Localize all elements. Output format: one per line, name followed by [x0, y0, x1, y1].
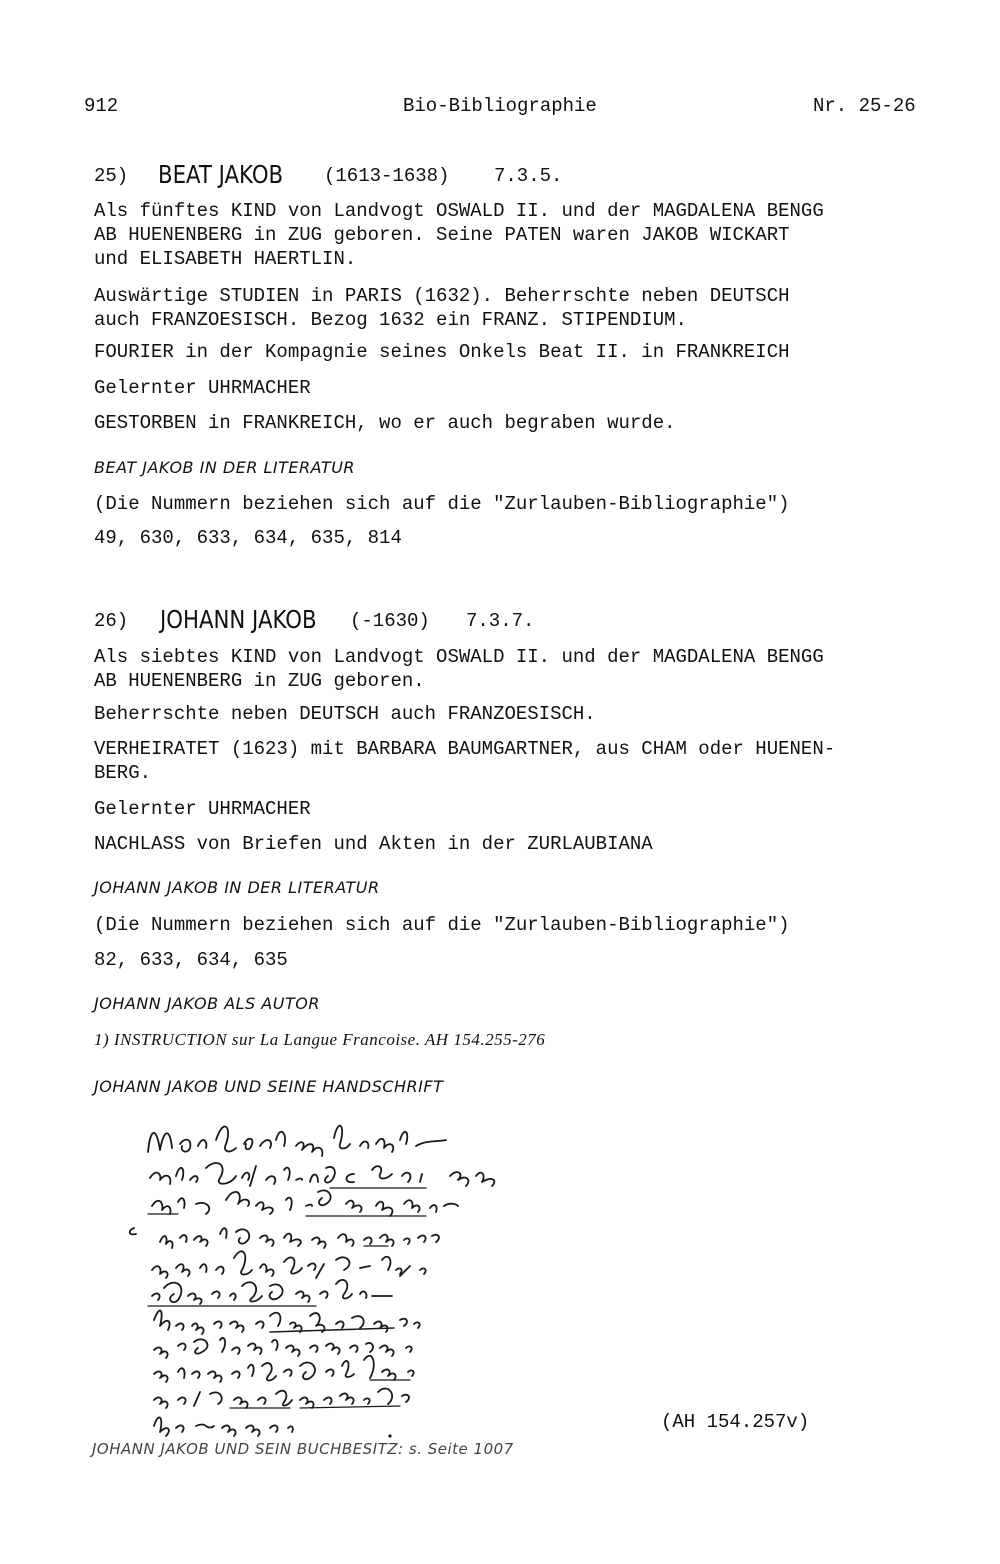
- entry-dates: (-1630): [350, 610, 430, 632]
- entry-25-fourier-line: FOURIER in der Kompagnie seines Onkels Beat II. in FRANKREICH: [94, 341, 790, 363]
- entry-name: BEAT JAKOB: [158, 160, 284, 189]
- text-line: Als fünftes KIND von Landvogt OSWALD II. und der MAGDALENA BENGG: [94, 200, 824, 222]
- text-line: BERG.: [94, 762, 152, 784]
- entry-26-profession-line: Gelernter UHRMACHER: [94, 798, 311, 820]
- entry-25-heading: [94, 160, 563, 194]
- running-title: Bio-Bibliographie: [403, 95, 597, 117]
- manuscript-reference: (AH 154.257v): [661, 1411, 810, 1433]
- entry-26-marriage-paragraph: [94, 737, 974, 785]
- entry-26-literature-note: (Die Nummern beziehen sich auf die "Zurlauben-Bibliographie"): [94, 914, 790, 936]
- page-number: 912: [84, 95, 119, 117]
- entry-25-birth-paragraph: [94, 199, 974, 271]
- entry-26-literature-numbers: 82, 633, 634, 635: [94, 949, 288, 971]
- entry-26-literature-heading: JOHANN JAKOB IN DER LITERATUR: [94, 878, 380, 897]
- text-line: AB HUENENBERG in ZUG geboren. Seine PATEN waren JAKOB WICKART: [94, 224, 790, 246]
- text-line: auch FRANZOESISCH. Bezog 1632 ein FRANZ. STIPENDIUM.: [94, 309, 687, 331]
- entry-26-language-line: Beherrschte neben DEUTSCH auch FRANZOESISCH.: [94, 703, 596, 725]
- entry-25-profession-line: Gelernter UHRMACHER: [94, 377, 311, 399]
- entry-25-studies-paragraph: [94, 284, 974, 332]
- text-line: VERHEIRATET (1623) mit BARBARA BAUMGARTNER, aus CHAM oder HUENEN-: [94, 738, 836, 760]
- entry-25-death-line: GESTORBEN in FRANKREICH, wo er auch begraben wurde.: [94, 412, 676, 434]
- text-line: und ELISABETH HAERTLIN.: [94, 248, 357, 270]
- book-ownership-note: JOHANN JAKOB UND SEIN BUCHBESITZ: s. Seite 1007: [92, 1440, 514, 1458]
- entry-number: 25): [94, 165, 129, 187]
- entry-25-literature-note: (Die Nummern beziehen sich auf die "Zurlauben-Bibliographie"): [94, 493, 790, 515]
- entry-26-author-item: 1) INSTRUCTION sur La Langue Francoise. AH 154.255-276: [94, 1030, 546, 1049]
- entry-26-heading: [94, 605, 535, 639]
- text-line: AB HUENENBERG in ZUG geboren.: [94, 670, 425, 692]
- entry-25-literature-heading: BEAT JAKOB IN DER LITERATUR: [94, 458, 356, 477]
- entry-25-literature-numbers: 49, 630, 633, 634, 635, 814: [94, 527, 402, 549]
- text-line: Auswärtige STUDIEN in PARIS (1632). Beherrschte neben DEUTSCH: [94, 285, 790, 307]
- entry-number: 26): [94, 610, 129, 632]
- genealogy-code: 7.3.5.: [494, 165, 563, 187]
- entry-26-handwriting-heading: JOHANN JAKOB UND SEINE HANDSCHRIFT: [94, 1077, 444, 1096]
- genealogy-code: 7.3.7.: [466, 610, 535, 632]
- entry-26-estate-line: NACHLASS von Briefen und Akten in der ZURLAUBIANA: [94, 833, 653, 855]
- manuscript-handwriting-image: [120, 1110, 660, 1440]
- entry-range: Nr. 25-26: [813, 95, 916, 117]
- entry-26-birth-paragraph: [94, 645, 974, 693]
- entry-26-author-heading: JOHANN JAKOB ALS AUTOR: [94, 994, 320, 1013]
- text-line: Als siebtes KIND von Landvogt OSWALD II. und der MAGDALENA BENGG: [94, 646, 824, 668]
- entry-name: JOHANN JAKOB: [160, 605, 317, 634]
- entry-dates: (1613-1638): [324, 165, 450, 187]
